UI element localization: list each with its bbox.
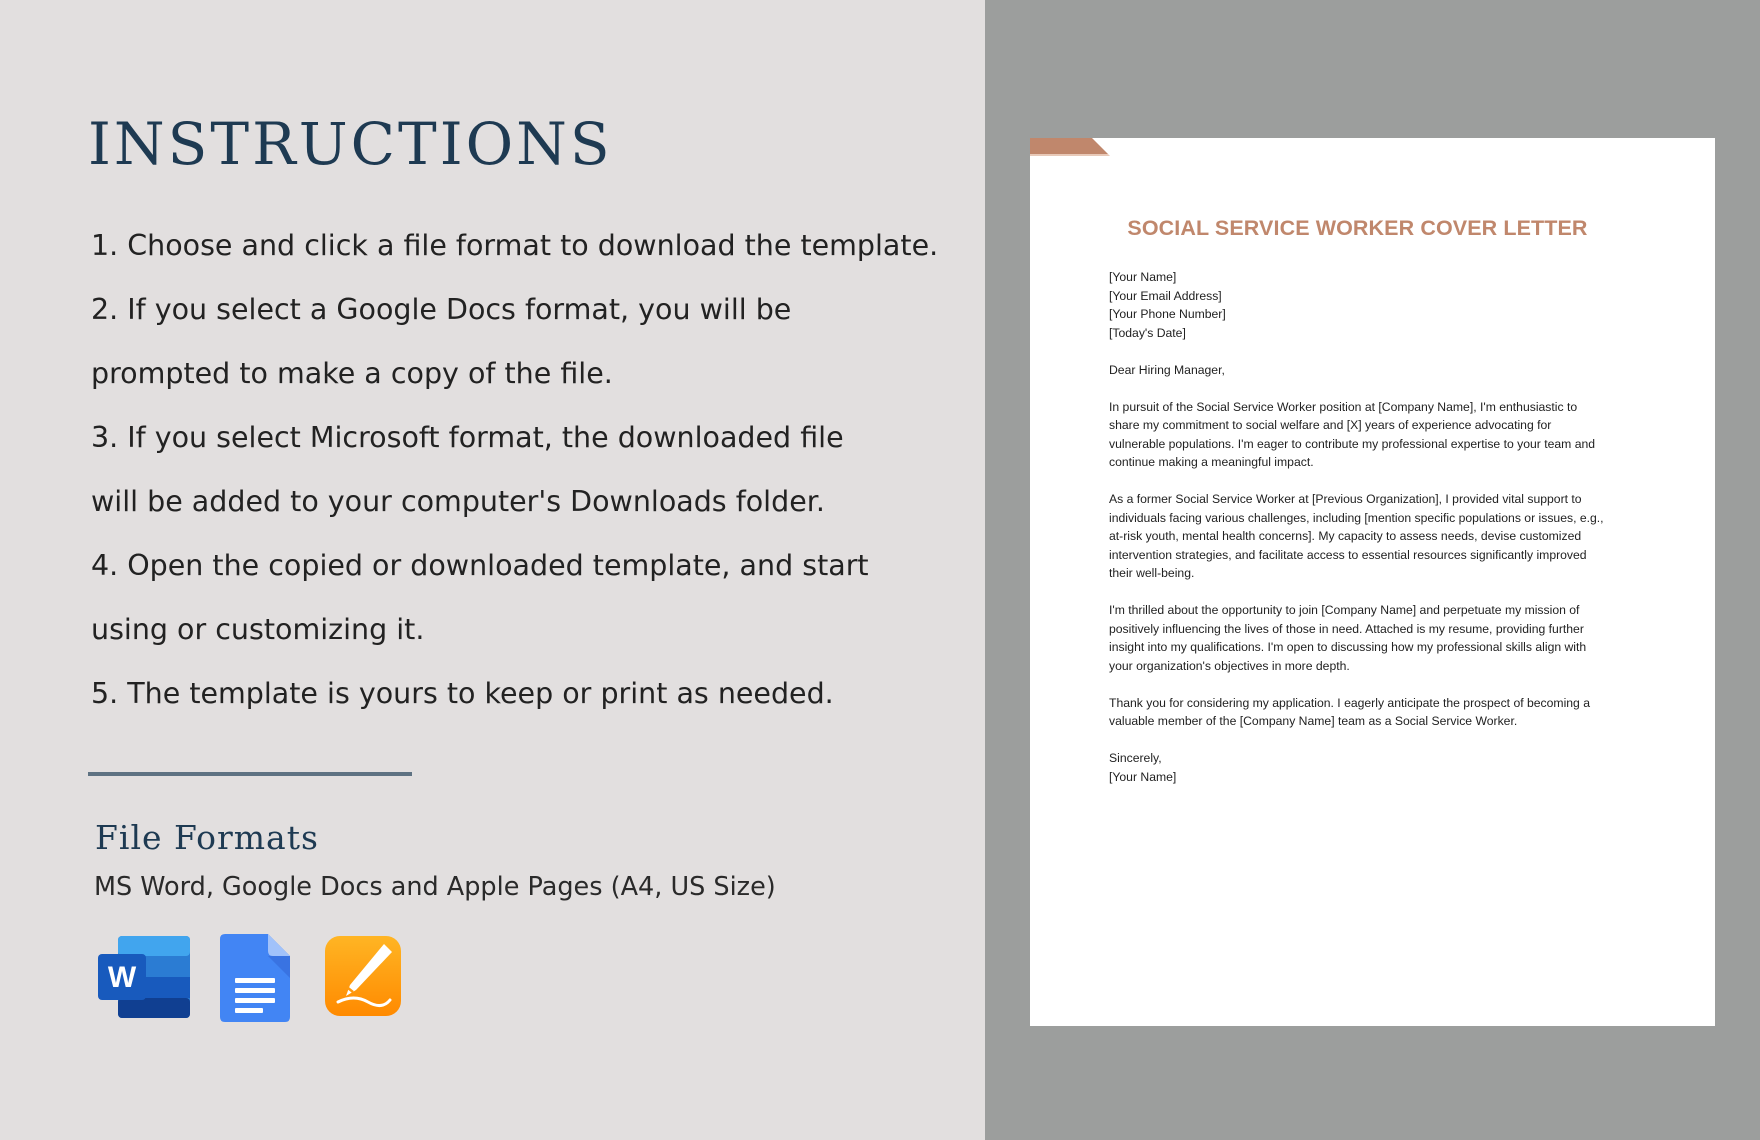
header-line: [Your Email Address] [1109, 288, 1222, 303]
step-line: using or customizing it. [91, 613, 425, 646]
paragraph-line: intervention strategies, and facilitate access to essential resources significantly improved [1109, 547, 1587, 562]
instruction-step-1 [91, 214, 971, 278]
instruction-step-3 [91, 406, 971, 534]
paragraph-line: In pursuit of the Social Service Worker position at [Company Name], I'm enthusiastic to [1109, 399, 1578, 414]
paragraph-line: their well-being. [1109, 566, 1195, 580]
paragraph-line: As a former Social Service Worker at [Previous Organization], I provided vital support to [1109, 492, 1582, 506]
paragraph-line: individuals facing various challenges, including [mention specific populations or issues, e.g., [1109, 510, 1604, 525]
paragraph-line: Thank you for considering my application. I eagerly anticipate the prospect of becoming a [1109, 695, 1591, 710]
paragraph-line: valuable member of the [Company Name] team as a Social Service Worker. [1109, 714, 1518, 728]
google-docs-icon[interactable] [220, 934, 290, 1022]
corner-ribbon-icon [1030, 138, 1110, 160]
document-salutation [1109, 361, 1649, 380]
paragraph-line: share my commitment to social welfare and [X] years of experience advocating for [1109, 418, 1552, 432]
document-header [1109, 268, 1649, 342]
paragraph-line: at-risk youth, mental health concerns]. My capacity to assess needs, devise customized [1109, 529, 1582, 543]
paragraph-line: continue making a meaningful impact. [1109, 455, 1314, 469]
header-line: [Today's Date] [1109, 325, 1186, 340]
document-paragraph-2 [1109, 490, 1649, 583]
step-line: 1. Choose and click a file format to download the template. [91, 229, 939, 262]
step-line: 5. The template is yours to keep or print as needed. [91, 677, 834, 710]
apple-pages-icon[interactable] [324, 934, 402, 1018]
paragraph-line: I'm thrilled about the opportunity to join [Company Name] and perpetuate my mission of [1109, 603, 1580, 617]
document-closing [1109, 749, 1649, 786]
salutation-line: Dear Hiring Manager, [1109, 362, 1225, 377]
step-line: 3. If you select Microsoft format, the downloaded file [91, 421, 844, 454]
document-preview [1030, 138, 1715, 1026]
paragraph-line: your organization's objectives in more depth. [1109, 658, 1350, 673]
instruction-step-2 [91, 278, 971, 406]
closing-line: Sincerely, [1109, 751, 1162, 765]
file-formats-title: File Formats [95, 818, 319, 857]
document-title: SOCIAL SERVICE WORKER COVER LETTER [1127, 216, 1588, 240]
file-formats-subtitle: MS Word, Google Docs and Apple Pages (A4, US Size) [94, 872, 776, 902]
document-paragraph-3 [1109, 601, 1649, 675]
step-line: will be added to your computer's Downloads folder. [91, 485, 825, 518]
instruction-steps [91, 214, 971, 726]
paragraph-line: vulnerable populations. I'm eager to contribute my professional expertise to your team and [1109, 436, 1596, 451]
step-line: prompted to make a copy of the file. [91, 357, 613, 390]
document-paragraph-4 [1109, 694, 1649, 731]
header-line: [Your Phone Number] [1109, 307, 1226, 321]
word-letter: W [107, 961, 137, 994]
step-line: 2. If you select a Google Docs format, you will be [91, 293, 792, 326]
ms-word-icon[interactable] [96, 934, 192, 1020]
paragraph-line: positively influencing the lives of those in need. Attached is my resume, providing further [1109, 621, 1584, 636]
step-line: 4. Open the copied or downloaded template, and start [91, 549, 869, 582]
header-line: [Your Name] [1109, 270, 1177, 284]
section-divider [88, 772, 412, 776]
document-body [1109, 268, 1649, 805]
document-paragraph-1 [1109, 398, 1649, 472]
instructions-title: INSTRUCTIONS [88, 110, 613, 178]
closing-line: [Your Name] [1109, 769, 1177, 784]
instruction-step-5 [91, 662, 971, 726]
instruction-step-4 [91, 534, 971, 662]
paragraph-line: insight into my qualifications. I'm open to discussing how my professional skills align with [1109, 640, 1587, 654]
